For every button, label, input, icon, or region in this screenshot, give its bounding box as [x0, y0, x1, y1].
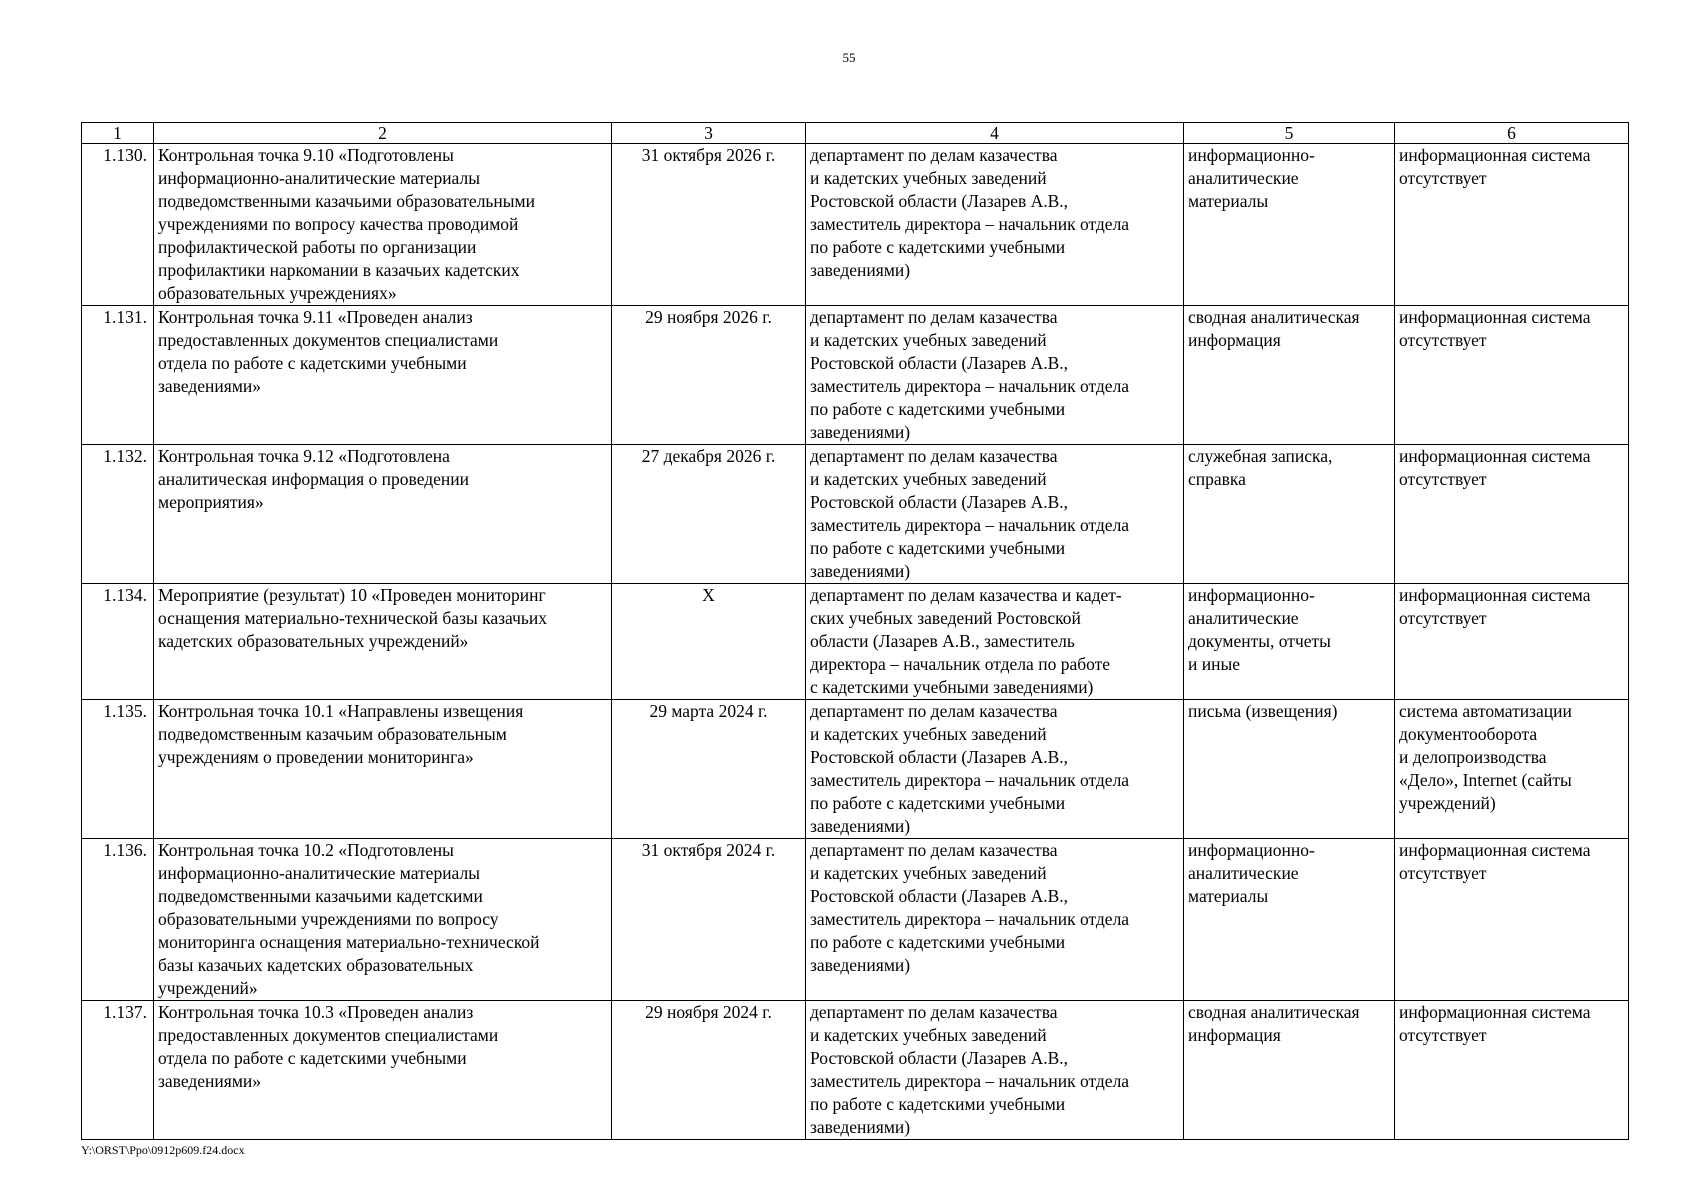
column-header: 1	[82, 123, 154, 144]
responsible-executor: департамент по делам казачества и кадетских учебных заведений Ростовской области (Лазарев А.В., заместитель директора – начальник отдела по работе с кадетскими учебными заведениями)	[806, 700, 1184, 839]
table-row	[82, 839, 1629, 1001]
document-type: информационно- аналитические материалы	[1184, 144, 1395, 306]
file-path-footer: Y:\ORST\Ppo\0912p609.f24.docx	[81, 1143, 245, 1157]
document-type: сводная аналитическая информация	[1184, 1001, 1395, 1140]
column-header: 5	[1184, 123, 1395, 144]
deadline-date: X	[612, 584, 806, 700]
table-row	[82, 1001, 1629, 1140]
document-type: письма (извещения)	[1184, 700, 1395, 839]
responsible-executor: департамент по делам казачества и кадетских учебных заведений Ростовской области (Лазарев А.В., заместитель директора – начальник отдела по работе с кадетскими учебными заведениями)	[806, 144, 1184, 306]
row-number: 1.130.	[82, 144, 154, 306]
event-description: Контрольная точка 10.3 «Проведен анализ предоставленных документов специалистами отдела по работе с кадетскими учебными заведениями»	[154, 1001, 612, 1140]
table-row	[82, 306, 1629, 445]
document-type: служебная записка, справка	[1184, 445, 1395, 584]
deadline-date: 27 декабря 2026 г.	[612, 445, 806, 584]
information-system: информационная система отсутствует	[1395, 144, 1629, 306]
event-description: Мероприятие (результат) 10 «Проведен мониторинг оснащения материально-технической базы казачьих кадетских образовательных учреждений»	[154, 584, 612, 700]
document-type: информационно- аналитические материалы	[1184, 839, 1395, 1001]
responsible-executor: департамент по делам казачества и кадетских учебных заведений Ростовской области (Лазарев А.В., заместитель директора – начальник отдела по работе с кадетскими учебными заведениями)	[806, 1001, 1184, 1140]
information-system: информационная система отсутствует	[1395, 306, 1629, 445]
deadline-date: 29 ноября 2026 г.	[612, 306, 806, 445]
row-number: 1.136.	[82, 839, 154, 1001]
information-system: информационная система отсутствует	[1395, 1001, 1629, 1140]
table-header-row	[82, 123, 1629, 144]
page-number: 55	[842, 50, 856, 65]
row-number: 1.134.	[82, 584, 154, 700]
event-description: Контрольная точка 10.1 «Направлены извещения подведомственным казачьим образовательным учреждениям о проведении мониторинга»	[154, 700, 612, 839]
row-number: 1.135.	[82, 700, 154, 839]
responsible-executor: департамент по делам казачества и кадетских учебных заведений Ростовской области (Лазарев А.В., заместитель директора – начальник отдела по работе с кадетскими учебными заведениями)	[806, 839, 1184, 1001]
document-type: сводная аналитическая информация	[1184, 306, 1395, 445]
deadline-date: 29 марта 2024 г.	[612, 700, 806, 839]
information-system: информационная система отсутствует	[1395, 839, 1629, 1001]
event-description: Контрольная точка 9.11 «Проведен анализ предоставленных документов специалистами отдела по работе с кадетскими учебными заведениями»	[154, 306, 612, 445]
table-row	[82, 144, 1629, 306]
column-header: 2	[154, 123, 612, 144]
information-system: система автоматизации документооборота и делопроизводства «Дело», Internet (сайты учреждений)	[1395, 700, 1629, 839]
row-number: 1.137.	[82, 1001, 154, 1140]
column-header: 4	[806, 123, 1184, 144]
event-description: Контрольная точка 9.10 «Подготовлены информационно-аналитические материалы подведомственными казачьими образовательными учреждениями по вопросу качества проводимой профилактической работы по организации профилактики наркомании в казачьих кадетских образовательных учреждениях»	[154, 144, 612, 306]
document-type: информационно- аналитические документы, отчеты и иные	[1184, 584, 1395, 700]
deadline-date: 31 октября 2024 г.	[612, 839, 806, 1001]
column-header: 3	[612, 123, 806, 144]
deadline-date: 29 ноября 2024 г.	[612, 1001, 806, 1140]
column-header: 6	[1395, 123, 1629, 144]
information-system: информационная система отсутствует	[1395, 445, 1629, 584]
row-number: 1.131.	[82, 306, 154, 445]
table-row	[82, 584, 1629, 700]
table-row	[82, 445, 1629, 584]
event-description: Контрольная точка 9.12 «Подготовлена аналитическая информация о проведении мероприятия»	[154, 445, 612, 584]
information-system: информационная система отсутствует	[1395, 584, 1629, 700]
responsible-executor: департамент по делам казачества и кадет- ских учебных заведений Ростовской области (Лазарев А.В., заместитель директора – начальник отдела по работе с кадетскими учебными заведениями)	[806, 584, 1184, 700]
deadline-date: 31 октября 2026 г.	[612, 144, 806, 306]
responsible-executor: департамент по делам казачества и кадетских учебных заведений Ростовской области (Лазарев А.В., заместитель директора – начальник отдела по работе с кадетскими учебными заведениями)	[806, 445, 1184, 584]
table-row	[82, 700, 1629, 839]
row-number: 1.132.	[82, 445, 154, 584]
plan-table	[81, 122, 1629, 1140]
responsible-executor: департамент по делам казачества и кадетских учебных заведений Ростовской области (Лазарев А.В., заместитель директора – начальник отдела по работе с кадетскими учебными заведениями)	[806, 306, 1184, 445]
event-description: Контрольная точка 10.2 «Подготовлены информационно-аналитические материалы подведомственными казачьими кадетскими образовательными учреждениями по вопросу мониторинга оснащения материально-технической базы казачьих кадетских образовательных учреждений»	[154, 839, 612, 1001]
